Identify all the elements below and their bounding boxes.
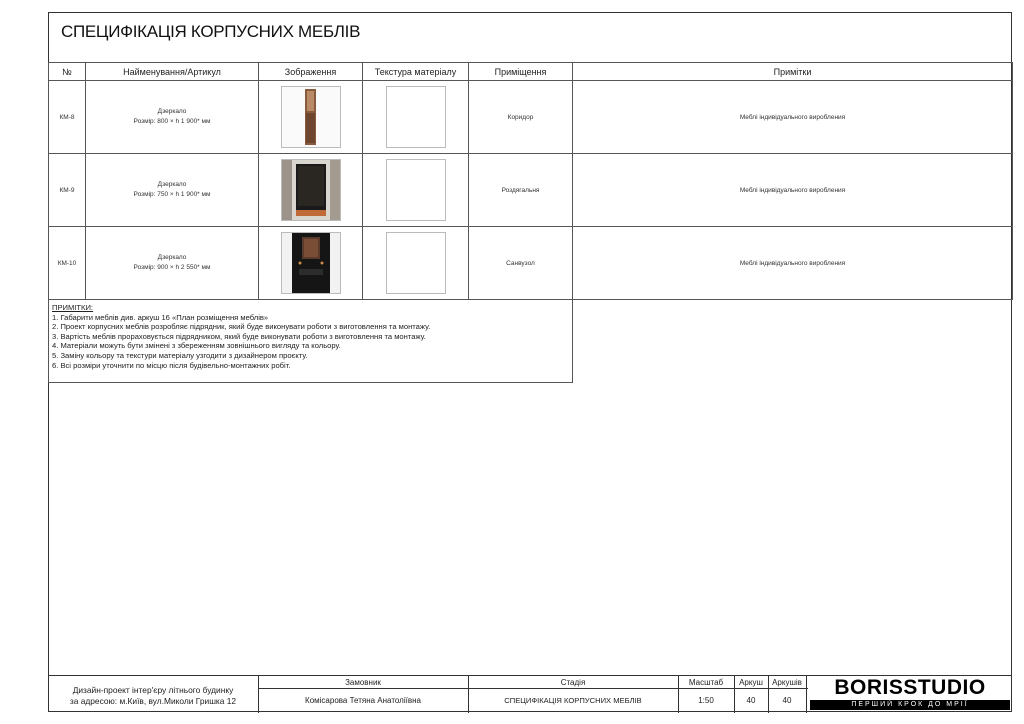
sheet-value: 40	[746, 696, 756, 705]
row-name-cell	[86, 154, 259, 227]
row-note: Меблі індивідуального виробления	[573, 227, 1013, 300]
col-header-image: Зображення	[259, 63, 363, 81]
notes-header: ПРИМІТКИ:	[52, 303, 94, 312]
sheets-label: Аркушів	[772, 677, 802, 687]
project-description	[48, 678, 258, 713]
note-item: 1. Габарити меблів див. аркуш 16 «План розміщення меблів»	[52, 312, 269, 322]
client-value: Комісарова Тетяна Анатоліївна	[305, 696, 421, 705]
item-name: Дзеркало	[157, 181, 187, 188]
logo-wordmark: BORISSTUDIO	[834, 676, 986, 699]
client-label: Замовник	[345, 677, 381, 687]
texture-swatch	[386, 159, 446, 221]
note-item: 5. Заміну кольору та текстури матеріалу узгодити з дизайнером проєкту.	[52, 350, 308, 360]
row-texture-cell	[363, 227, 469, 300]
row-note: Меблі індивідуального виробления	[573, 81, 1013, 154]
row-name-cell	[86, 227, 259, 300]
item-size: Розмір: 900 × h 2 550* мм	[133, 264, 211, 271]
sheets-value: 40	[782, 696, 792, 705]
sheet-label: Аркуш	[739, 677, 763, 687]
row-image-cell	[259, 154, 363, 227]
item-name: Дзеркало	[157, 108, 187, 115]
mirror-dressing-room-image	[281, 159, 341, 221]
table-row	[49, 227, 1013, 300]
texture-swatch	[386, 86, 446, 148]
col-header-notes: Примітки	[573, 63, 1013, 81]
col-header-texture: Текстура матеріалу	[363, 63, 469, 81]
col-header-number: №	[49, 63, 86, 81]
scale-value: 1:50	[698, 696, 714, 705]
col-header-name: Найменування/Артикул	[86, 63, 259, 81]
note-item: 6. Всі розміри уточнити по місцю після будівельно-монтажних робіт.	[52, 360, 291, 370]
row-room: Коридор	[469, 81, 573, 154]
row-number: КМ-8	[49, 81, 86, 154]
spec-table	[48, 62, 1013, 300]
project-line-2: за адресою: м.Київ, вул.Миколи Гришка 12	[69, 695, 237, 706]
table-header-row	[49, 63, 1013, 81]
notes-block	[48, 299, 573, 383]
note-item: 2. Проект корпусних меблів розробляє підрядник, який буде виконувати роботи з виготовлення та монтажу.	[52, 322, 431, 332]
row-room: Роздягальня	[469, 154, 573, 227]
page-title: СПЕЦИФІКАЦІЯ КОРПУСНИХ МЕБЛІВ	[61, 22, 361, 41]
logo-tagline: ПЕРШИЙ КРОК ДО МРІЇ	[810, 700, 1010, 710]
mirror-corridor-image	[281, 86, 341, 148]
item-size: Розмір: 750 × h 1 900* мм	[133, 191, 211, 198]
row-note: Меблі індивідуального виробления	[573, 154, 1013, 227]
row-texture-cell	[363, 81, 469, 154]
row-number: КМ-9	[49, 154, 86, 227]
row-name-cell	[86, 81, 259, 154]
item-size: Розмір: 800 × h 1 900* мм	[133, 118, 211, 125]
note-item: 3. Вартість меблів прораховується підрядником, який буде виконувати роботи з виготовлення та монтажу.	[52, 331, 426, 341]
stage-value: СПЕЦИФІКАЦІЯ КОРПУСНИХ МЕБЛІВ	[504, 696, 642, 705]
stage-label: Стадія	[560, 677, 586, 687]
row-image-cell	[259, 81, 363, 154]
item-name: Дзеркало	[157, 254, 187, 261]
mirror-bathroom-image	[281, 232, 341, 294]
scale-label: Масштаб	[688, 677, 724, 687]
col-header-room: Приміщення	[469, 63, 573, 81]
row-number: КМ-10	[49, 227, 86, 300]
note-item: 4. Матеріали можуть бути змінені з збереженням зовнішнього вигляду та кольору.	[52, 341, 341, 351]
row-room: Санвузол	[469, 227, 573, 300]
row-image-cell	[259, 227, 363, 300]
table-row	[49, 81, 1013, 154]
studio-logo	[808, 675, 1012, 712]
table-row	[49, 154, 1013, 227]
project-line-1: Дизайн-проект інтер'єру літнього будинку	[72, 684, 234, 695]
texture-swatch	[386, 232, 446, 294]
row-texture-cell	[363, 154, 469, 227]
